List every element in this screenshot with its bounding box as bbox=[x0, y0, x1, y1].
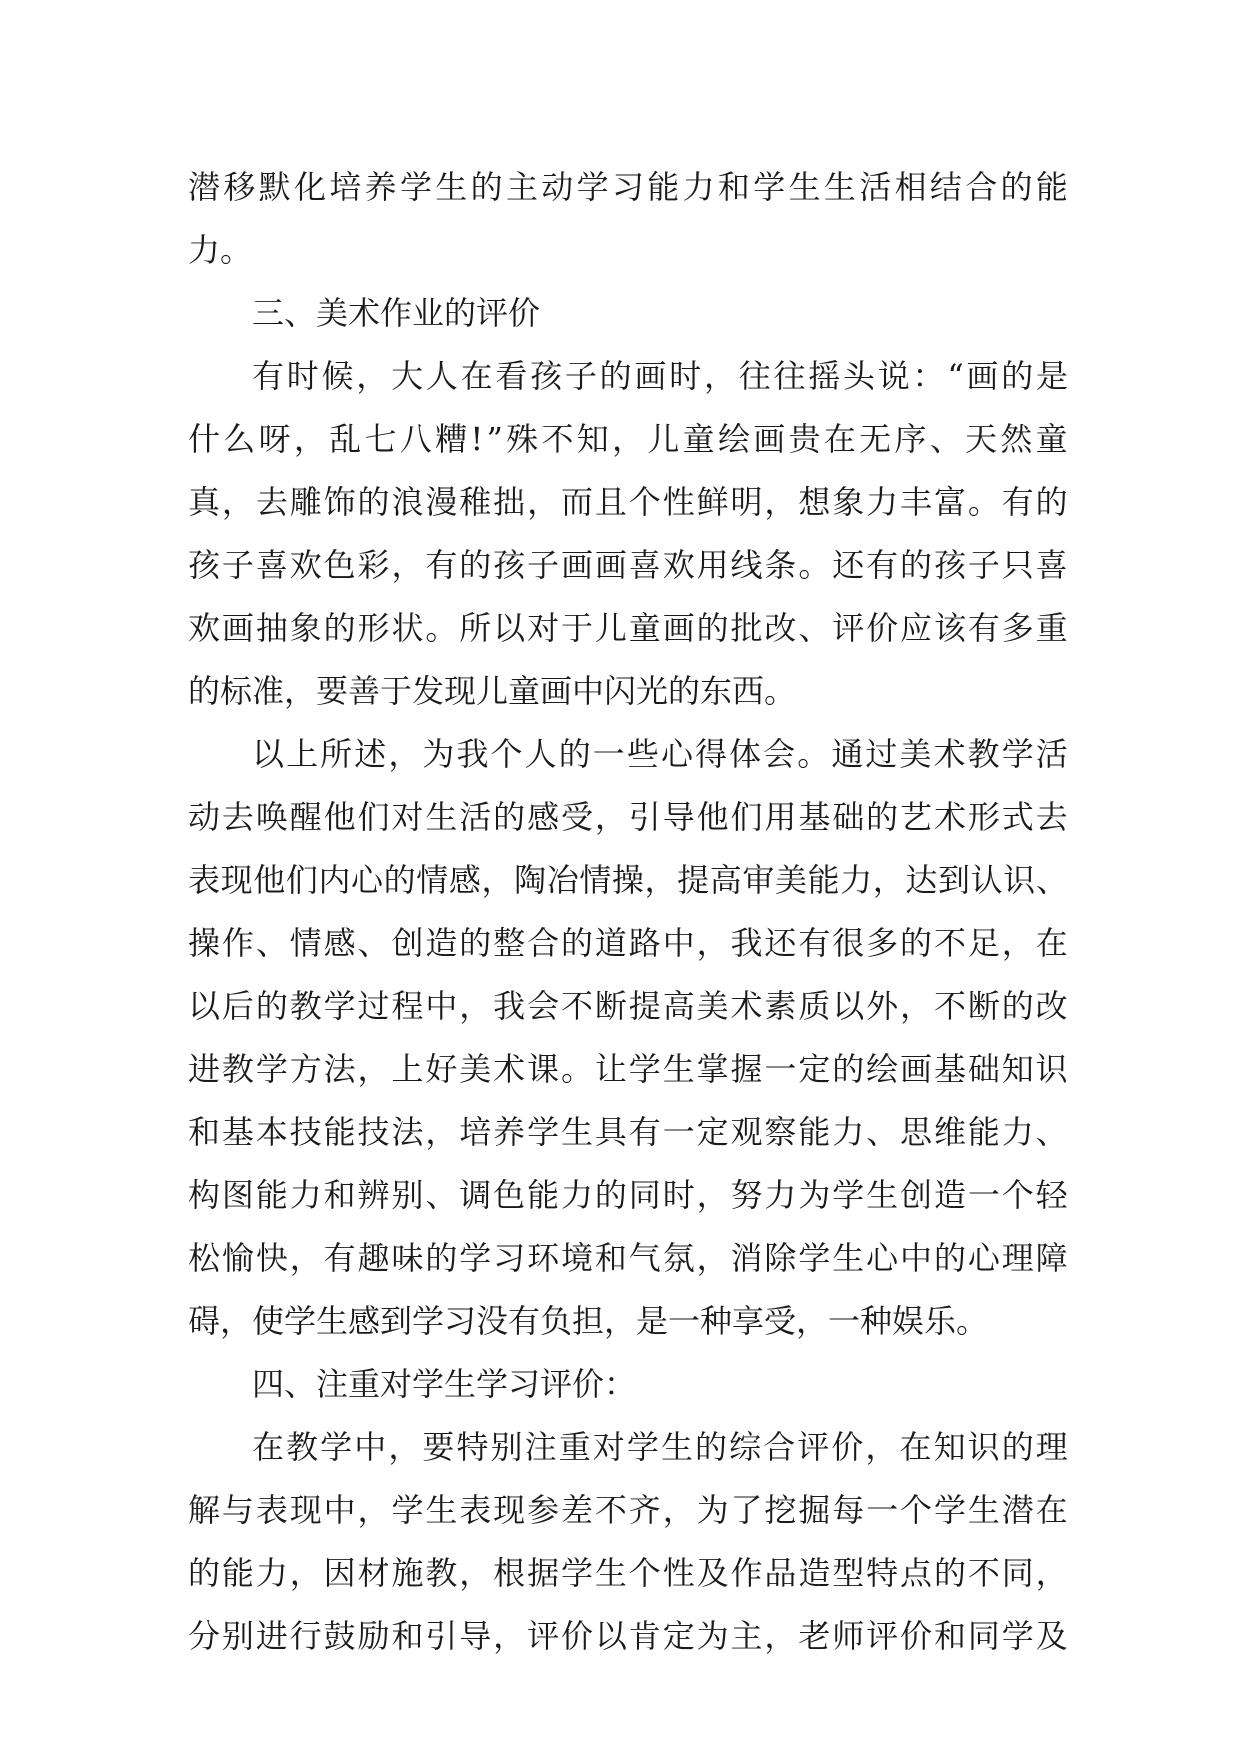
text-line: 在 教 学 中 ， 要 特 别 注 重 对 学 生 的 综 合 评 价 ， 在 知 识 的 理 bbox=[252, 1428, 1068, 1466]
text-line: 动 去 唤 醒 他 们 对 生 活 的 感 受 ， 引 导 他 们 用 基 础 的 艺 术 形 式 去 bbox=[188, 798, 1068, 836]
text-line: 力。 bbox=[188, 231, 253, 269]
text-line: 的 能 力 ， 因 材 施 教 ， 根 据 学 生 个 性 及 作 品 造 型 特 点 的 不 同 ， bbox=[188, 1554, 1068, 1592]
text-line: 松 愉 快 ， 有 趣 味 的 学 习 环 境 和 气 氛 ， 消 除 学 生 心 中 的 心 理 障 bbox=[188, 1239, 1068, 1277]
text-line: 和 基 本 技 能 技 法 ， 培 养 学 生 具 有 一 定 观 察 能 力 、 思 维 能 力 、 bbox=[188, 1113, 1068, 1151]
text-line: 真 ， 去 雕 饰 的 浪 漫 稚 拙 ， 而 且 个 性 鲜 明 ， 想 象 力 丰 富 。 有 的 bbox=[188, 483, 1068, 521]
text-line: 的标准，要善于发现儿童画中闪光的东西。 bbox=[188, 672, 797, 710]
text-line: 解 与 表 现 中 ， 学 生 表 现 参 差 不 齐 ， 为 了 挖 掘 每 一 个 学 生 潜 在 bbox=[188, 1491, 1068, 1529]
text-line: 欢 画 抽 象 的 形 状 。 所 以 对 于 儿 童 画 的 批 改 、 评 价 应 该 有 多 重 bbox=[188, 609, 1068, 647]
text-line: 什 么 呀 ， 乱 七 八 糟 ! ” 殊 不 知 ， 儿 童 绘 画 贵 在 无 序 、 天 然 童 bbox=[188, 420, 1068, 458]
text-line: 表 现 他 们 内 心 的 情 感 ， 陶 冶 情 操 ， 提 高 审 美 能 力 ， 达 到 认 识 、 bbox=[188, 861, 1068, 899]
text-line: 碍，使学生感到学习没有负担，是一种享受，一种娱乐。 bbox=[188, 1302, 989, 1340]
body-text bbox=[188, 156, 1068, 1668]
text-line: 以 上 所 述 ， 为 我 个 人 的 一 些 心 得 体 会 。 通 过 美 术 教 学 活 bbox=[252, 735, 1068, 773]
text-line: 有 时 候 ， 大 人 在 看 孩 子 的 画 时 ， 往 往 摇 头 说 ： “ 画 的 是 bbox=[252, 357, 1068, 395]
text-line: 以 后 的 教 学 过 程 中 ， 我 会 不 断 提 高 美 术 素 质 以 外 ， 不 断 的 改 bbox=[188, 987, 1068, 1025]
text-line: 潜 移 默 化 培 养 学 生 的 主 动 学 习 能 力 和 学 生 生 活 相 结 合 的 能 bbox=[188, 168, 1068, 206]
text-line: 构 图 能 力 和 辨 别 、 调 色 能 力 的 同 时 ， 努 力 为 学 生 创 造 一 个 轻 bbox=[188, 1176, 1068, 1214]
text-line: 三、美术作业的评价 bbox=[252, 294, 541, 332]
text-line: 孩 子 喜 欢 色 彩 ， 有 的 孩 子 画 画 喜 欢 用 线 条 。 还 有 的 孩 子 只 喜 bbox=[188, 546, 1068, 584]
text-line: 四、注重对学生学习评价： bbox=[252, 1365, 637, 1403]
text-line: 分 别 进 行 鼓 励 和 引 导 ， 评 价 以 肯 定 为 主 ， 老 师 评 价 和 同 学 及 bbox=[188, 1617, 1068, 1655]
text-line: 操 作 、 情 感 、 创 造 的 整 合 的 道 路 中 ， 我 还 有 很 多 的 不 足 ， 在 bbox=[188, 924, 1068, 962]
text-line: 进 教 学 方 法 ， 上 好 美 术 课 。 让 学 生 掌 握 一 定 的 绘 画 基 础 知 识 bbox=[188, 1050, 1068, 1088]
